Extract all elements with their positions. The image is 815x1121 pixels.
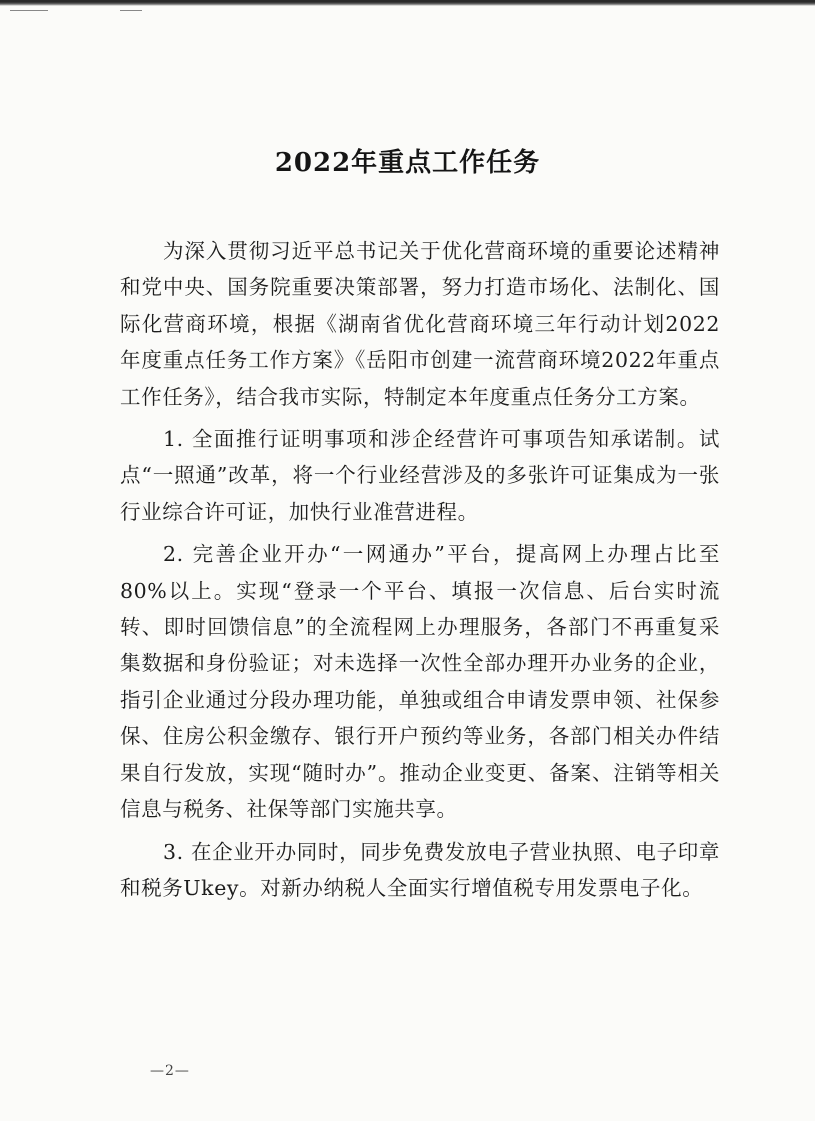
paragraph-item-1: 1. 全面推行证明事项和涉企经营许可事项告知承诺制。试点“一照通”改革，将一个行业经营涉及的多张许可证集成为一张行业综合许可证，加快行业准营进程。: [120, 427, 720, 524]
page-number: —2—: [150, 1063, 190, 1079]
scan-border-top: [0, 0, 815, 6]
document-title: 2022年重点工作任务: [274, 148, 541, 178]
paragraph-item-2: 2. 完善企业开办“一网通办”平台，提高网上办理占比至80%以上。实现“登录一个平台、填报一次信息、后台实时流转、即时回馈信息”的全流程网上办理服务，各部门不再重复采集数据和身份验证；对未选择一次性全部办理开办业务的企业，指引企业通过分段办理功能，单独或组合申请发票申领、社保参保、住房公积金缴存、银行开户预约等业务，各部门相关办件结果自行发放，实现“随时办”。推动企业变更、备案、注销等相关信息与税务、社保等部门实施共享。: [120, 542, 720, 822]
scan-mark-mid: [120, 10, 142, 11]
paragraph-item-3: 3. 在企业开办同时，同步免费发放电子营业执照、电子印章和税务Ukey。对新办纳税人全面实行增值税专用发票电子化。: [120, 839, 720, 900]
scan-mark-left: [10, 10, 48, 11]
paragraph-intro: 为深入贯彻习近平总书记关于优化营商环境的重要论述精神和党中央、国务院重要决策部署，努力打造市场化、法制化、国际化营商环境，根据《湖南省优化营商环境三年行动计划2022年度重点任务工作方案》《岳阳市创建一流营商环境2022年重点工作任务》，结合我市实际，特制定本年度重点任务分工方案。: [120, 239, 720, 409]
document-body: [120, 233, 720, 912]
